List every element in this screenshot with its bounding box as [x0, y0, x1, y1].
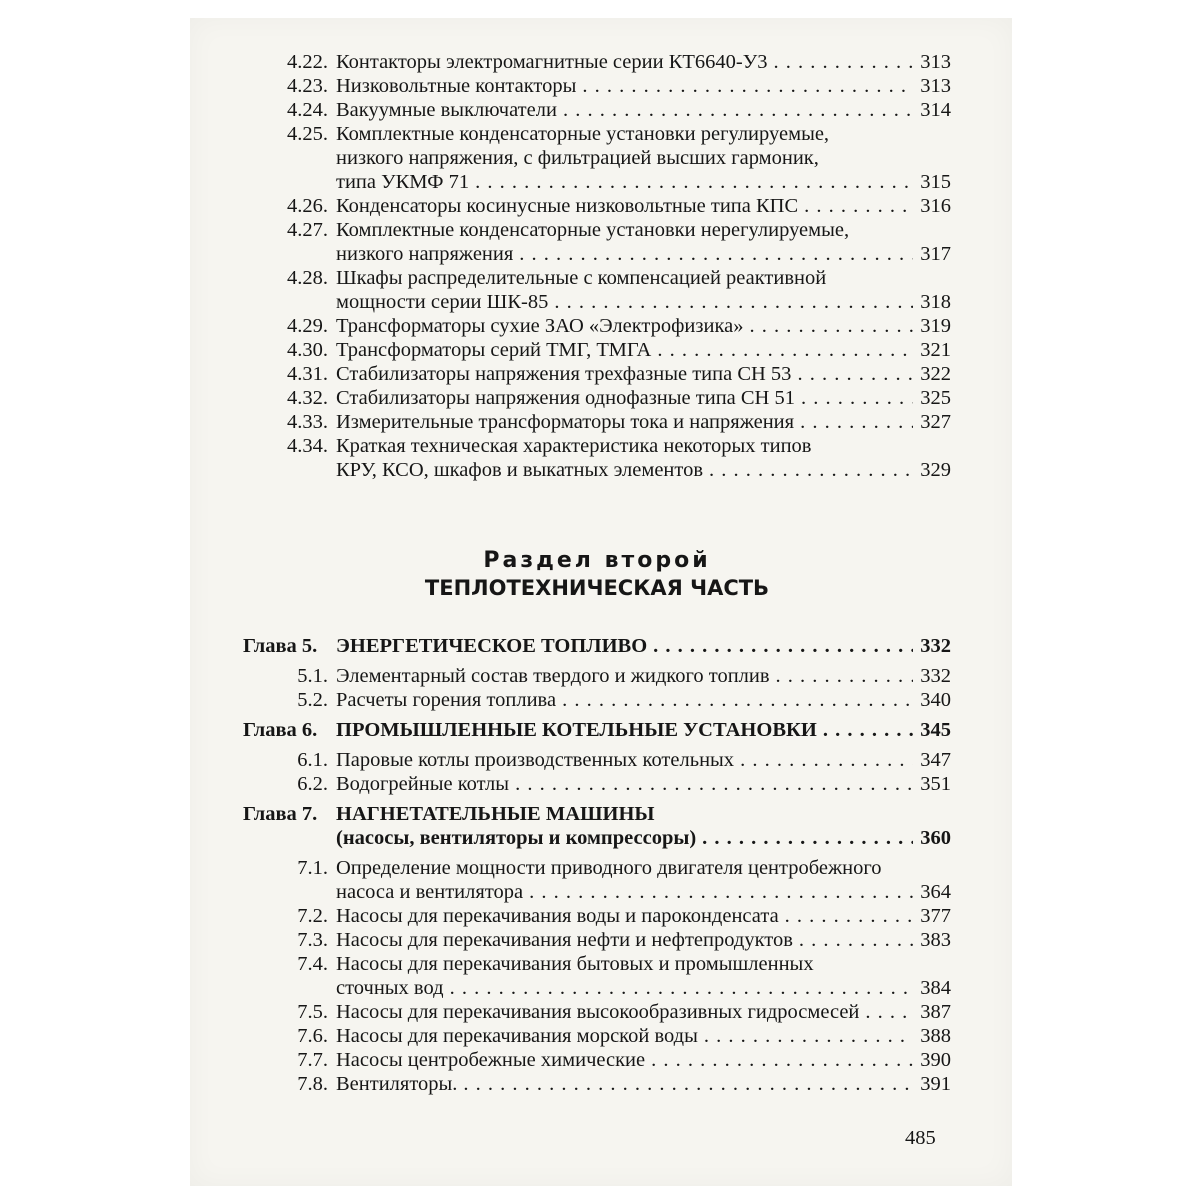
entry-number: 5.2.	[297, 689, 328, 711]
page-ref: 313	[920, 51, 951, 73]
toc-line	[243, 458, 951, 482]
toc-line	[243, 1048, 951, 1072]
toc-line	[243, 50, 951, 74]
toc-entry	[243, 338, 951, 362]
chapter-label: Глава 7.	[243, 803, 318, 825]
page-ref: 327	[920, 411, 951, 433]
section-subtitle: Раздел второй	[483, 548, 711, 573]
entry-title: Насосы для перекачивания высокообразивных гидросмесей	[336, 1001, 860, 1023]
page-ref: 345	[920, 719, 951, 741]
page-ref: 347	[920, 749, 951, 771]
toc-entry	[243, 904, 951, 928]
toc-entry	[243, 748, 951, 772]
entry-title: сточных вод	[336, 977, 444, 999]
toc-entry	[243, 1024, 951, 1048]
toc-line	[243, 856, 951, 880]
page-ref: 329	[920, 459, 951, 481]
toc-entry	[243, 122, 951, 194]
page-ref: 316	[920, 195, 951, 217]
toc-line	[243, 146, 951, 170]
chapter-entry	[243, 634, 951, 658]
toc-entry	[243, 386, 951, 410]
entry-number: 7.6.	[297, 1025, 328, 1047]
toc-entry	[243, 314, 951, 338]
entry-title: Водогрейные котлы	[336, 773, 510, 795]
toc-line	[243, 362, 951, 386]
dot-leader	[469, 170, 913, 194]
section-title: ТЕПЛОТЕХНИЧЕСКАЯ ЧАСТЬ	[424, 576, 770, 600]
entry-number: 7.7.	[297, 1049, 328, 1071]
dot-leader	[557, 98, 913, 122]
entry-title: насоса и вентилятора	[336, 881, 524, 903]
dot-leader	[576, 74, 913, 98]
dot-leader	[645, 1048, 913, 1072]
dot-leader	[698, 1024, 913, 1048]
entry-title: низкого напряжения, с фильтрацией высших гармоник,	[336, 147, 819, 169]
toc-entry	[243, 50, 951, 74]
toc-part-one	[243, 50, 951, 482]
toc-entry	[243, 856, 951, 904]
entry-title: Трансформаторы сухие ЗАО «Электрофизика»	[336, 315, 744, 337]
entry-title: Вакуумные выключатели	[336, 99, 557, 121]
toc-line	[243, 904, 951, 928]
dot-leader	[791, 362, 913, 386]
toc-entry	[243, 194, 951, 218]
entry-number: 4.30.	[287, 339, 328, 361]
entry-title: Низковольтные контакторы	[336, 75, 577, 97]
toc-line	[243, 74, 951, 98]
toc-line	[243, 772, 951, 796]
entry-number: 7.8.	[297, 1073, 328, 1095]
entry-title: Определение мощности приводного двигателя центробежного	[336, 857, 882, 879]
entry-number: 4.22.	[287, 51, 328, 73]
entry-number: 7.5.	[297, 1001, 328, 1023]
toc-line	[243, 314, 951, 338]
toc-entry	[243, 1072, 951, 1096]
entry-title: типа УКМФ 71	[336, 171, 470, 193]
page-ref: 340	[920, 689, 951, 711]
entry-number: 4.32.	[287, 387, 328, 409]
page-ref: 319	[920, 315, 951, 337]
toc-line	[243, 634, 951, 658]
entry-title: мощности серии ШК-85	[336, 291, 549, 313]
entry-number: 5.1.	[297, 665, 328, 687]
page-ref: 332	[920, 635, 951, 657]
toc-line	[243, 410, 951, 434]
dot-leader	[444, 976, 913, 1000]
dot-leader	[523, 880, 913, 904]
toc-entry	[243, 266, 951, 314]
entry-title: КРУ, КСО, шкафов и выкатных элементов	[336, 459, 704, 481]
toc-line	[243, 718, 951, 742]
toc-line	[243, 1024, 951, 1048]
page-ref: 332	[920, 665, 951, 687]
chapter-entry	[243, 718, 951, 742]
dot-leader	[703, 458, 913, 482]
page-ref: 360	[920, 827, 951, 849]
page-ref: 321	[920, 339, 951, 361]
entry-title: Стабилизаторы напряжения трехфазные типа СН 53	[336, 363, 792, 385]
toc-line	[243, 338, 951, 362]
page-ref: 391	[920, 1073, 951, 1095]
toc-line	[243, 1000, 951, 1024]
toc-line	[243, 266, 951, 290]
dot-leader	[696, 826, 913, 850]
dot-leader	[743, 314, 913, 338]
toc-entry	[243, 664, 951, 688]
toc-entry	[243, 772, 951, 796]
page-ref: 390	[920, 1049, 951, 1071]
toc-entry	[243, 1000, 951, 1024]
chapter-title: (насосы, вентиляторы и компрессоры)	[336, 827, 697, 849]
toc-line	[243, 242, 951, 266]
entry-number: 4.27.	[287, 219, 328, 241]
dot-leader	[779, 904, 913, 928]
toc-line	[243, 194, 951, 218]
entry-title: Расчеты горения топлива	[336, 689, 557, 711]
entry-title: Вентиляторы.	[336, 1073, 458, 1095]
toc-line	[243, 434, 951, 458]
page-ref: 387	[920, 1001, 951, 1023]
page-ref: 318	[920, 291, 951, 313]
toc-line	[243, 928, 951, 952]
entry-number: 7.3.	[297, 929, 328, 951]
chapter-label: Глава 6.	[243, 719, 318, 741]
section-heading	[243, 548, 951, 602]
entry-number: 4.25.	[287, 123, 328, 145]
entry-title: Шкафы распределительные с компенсацией реактивной	[336, 267, 827, 289]
page-ref: 314	[920, 99, 951, 121]
entry-title: Насосы для перекачивания воды и пароконденсата	[336, 905, 779, 927]
page-ref: 351	[920, 773, 951, 795]
entry-number: 4.23.	[287, 75, 328, 97]
entry-number: 4.29.	[287, 315, 328, 337]
page-ref: 313	[920, 75, 951, 97]
entry-title: Комплектные конденсаторные установки регулируемые,	[336, 123, 830, 145]
entry-number: 4.33.	[287, 411, 328, 433]
entry-title: низкого напряжения	[336, 243, 514, 265]
toc-line	[243, 826, 951, 850]
entry-title: Стабилизаторы напряжения однофазные типа СН 51	[336, 387, 795, 409]
entry-title: Измерительные трансформаторы тока и напряжения	[336, 411, 795, 433]
toc-entry	[243, 98, 951, 122]
toc-entry	[243, 218, 951, 266]
dot-leader	[770, 664, 913, 688]
chapter-title: ПРОМЫШЛЕННЫЕ КОТЕЛЬНЫЕ УСТАНОВКИ	[336, 719, 817, 741]
toc-entry	[243, 362, 951, 386]
page-ref: 317	[920, 243, 951, 265]
dot-leader	[859, 1000, 913, 1024]
toc-line	[243, 1072, 951, 1096]
toc-line	[243, 952, 951, 976]
toc-line	[243, 688, 951, 712]
toc-line	[243, 880, 951, 904]
dot-leader	[793, 928, 913, 952]
dot-leader	[513, 242, 913, 266]
entry-title: Насосы для перекачивания бытовых и промышленных	[336, 953, 814, 975]
page-ref: 364	[920, 881, 951, 903]
dot-leader	[794, 410, 913, 434]
entry-number: 7.2.	[297, 905, 328, 927]
entry-title: Контакторы электромагнитные серии КТ6640-У3	[336, 51, 768, 73]
toc-entry	[243, 952, 951, 1000]
chapter-entry	[243, 802, 951, 850]
page-ref: 315	[920, 171, 951, 193]
toc-entry	[243, 688, 951, 712]
entry-number: 4.26.	[287, 195, 328, 217]
toc-line	[243, 976, 951, 1000]
entry-number: 4.28.	[287, 267, 328, 289]
page-ref: 322	[920, 363, 951, 385]
entry-title: Краткая техническая характеристика некоторых типов	[336, 435, 812, 457]
entry-title: Насосы центробежные химические	[336, 1049, 646, 1071]
chapter-title: НАГНЕТАТЕЛЬНЫЕ МАШИНЫ	[336, 803, 655, 825]
toc-entry	[243, 928, 951, 952]
toc-entry	[243, 434, 951, 482]
toc-line	[243, 290, 951, 314]
toc-part-two	[243, 634, 951, 1102]
entry-number: 6.1.	[297, 749, 328, 771]
entry-title: Комплектные конденсаторные установки нерегулируемые,	[336, 219, 850, 241]
dot-leader	[548, 290, 913, 314]
dot-leader	[798, 194, 913, 218]
toc-line	[243, 664, 951, 688]
entry-title: Трансформаторы серий ТМГ, ТМГА	[336, 339, 652, 361]
page-ref: 325	[920, 387, 951, 409]
dot-leader	[767, 50, 913, 74]
entry-number: 7.4.	[297, 953, 328, 975]
toc-entry	[243, 74, 951, 98]
entry-title: Паровые котлы производственных котельных	[336, 749, 735, 771]
page-ref: 388	[920, 1025, 951, 1047]
dot-leader	[795, 386, 913, 410]
page-ref: 384	[920, 977, 951, 999]
entry-number: 4.24.	[287, 99, 328, 121]
toc-entry	[243, 410, 951, 434]
toc-line	[243, 386, 951, 410]
entry-number: 6.2.	[297, 773, 328, 795]
toc-line	[243, 122, 951, 146]
entry-title: Насосы для перекачивания морской воды	[336, 1025, 698, 1047]
page-ref: 383	[920, 929, 951, 951]
toc-line	[243, 218, 951, 242]
dot-leader	[734, 748, 913, 772]
toc-line	[243, 802, 951, 826]
page-number: 485	[905, 1127, 936, 1149]
page-ref: 377	[920, 905, 951, 927]
dot-leader	[556, 688, 913, 712]
dot-leader	[817, 718, 913, 742]
toc-line	[243, 748, 951, 772]
entry-number: 4.34.	[287, 435, 328, 457]
dot-leader	[651, 338, 913, 362]
entry-title: Конденсаторы косинусные низковольтные типа КПС	[336, 195, 799, 217]
dot-leader	[457, 1072, 913, 1096]
toc-entry	[243, 1048, 951, 1072]
entry-number: 7.1.	[297, 857, 328, 879]
entry-title: Элементарный состав твердого и жидкого топлив	[336, 665, 770, 687]
entry-title: Насосы для перекачивания нефти и нефтепродуктов	[336, 929, 793, 951]
dot-leader	[509, 772, 913, 796]
dot-leader	[647, 634, 913, 658]
chapter-title: ЭНЕРГЕТИЧЕСКОЕ ТОПЛИВО	[336, 635, 648, 657]
entry-number: 4.31.	[287, 363, 328, 385]
chapter-label: Глава 5.	[243, 635, 318, 657]
toc-line	[243, 98, 951, 122]
toc-line	[243, 170, 951, 194]
